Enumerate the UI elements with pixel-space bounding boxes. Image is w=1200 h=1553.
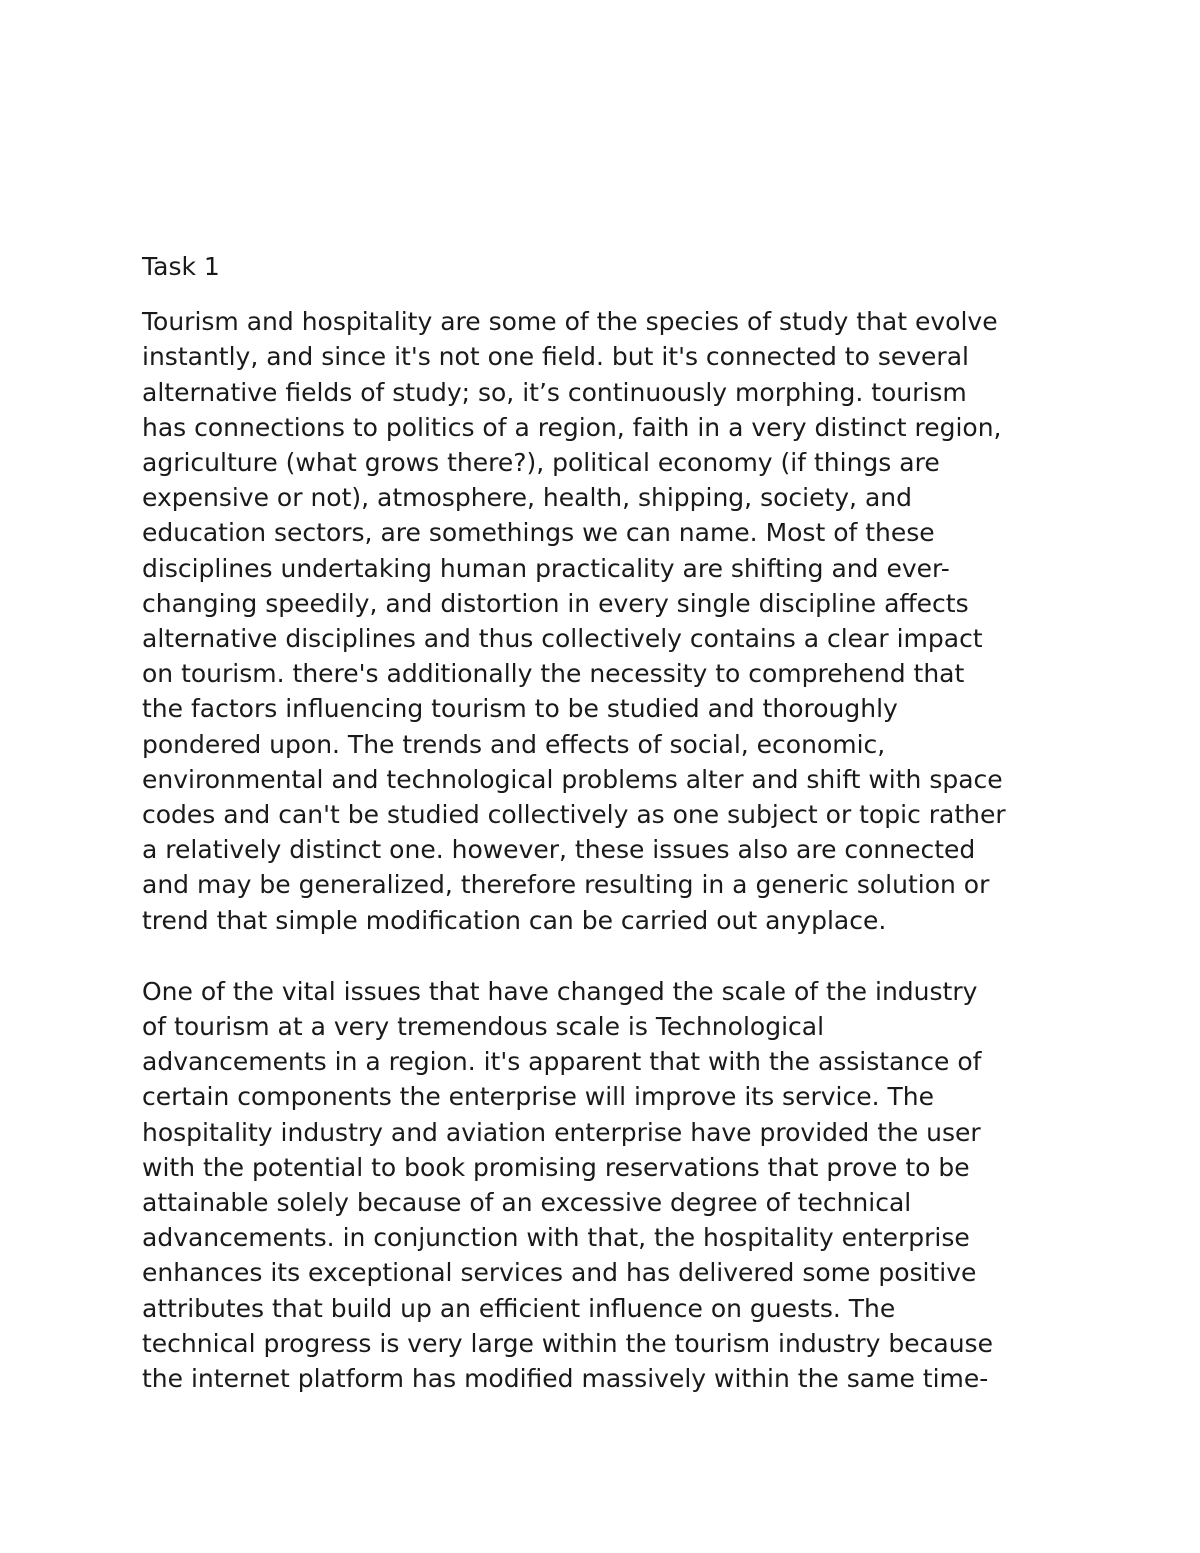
paragraph-line: attainable solely because of an excessive degree of technical: [142, 1188, 912, 1218]
paragraph-line: expensive or not), atmosphere, health, shipping, society, and: [142, 483, 912, 513]
document-body: [142, 249, 1072, 1396]
paragraph-line: education sectors, are somethings we can name. Most of these: [142, 518, 935, 548]
paragraph-line: enhances its exceptional services and has delivered some positive: [142, 1258, 977, 1288]
paragraph-line: environmental and technological problems alter and shift with space: [142, 764, 1003, 794]
paragraph-line: instantly, and since it's not one field. but it's connected to several: [142, 342, 969, 372]
paragraph-line: disciplines undertaking human practicality are shifting and ever-: [142, 553, 950, 583]
paragraph-line: alternative disciplines and thus collectively contains a clear impact: [142, 624, 983, 654]
paragraph-2: [142, 974, 1072, 1396]
paragraph-line: advancements in a region. it's apparent that with the assistance of: [142, 1047, 982, 1077]
paragraph-line: a relatively distinct one. however, these issues also are connected: [142, 835, 976, 865]
paragraph-line: the internet platform has modified massively within the same time-: [142, 1364, 989, 1394]
paragraph-1: [142, 304, 1072, 938]
paragraph-line: alternative fields of study; so, it’s continuously morphing. tourism: [142, 377, 967, 407]
task-heading: Task 1: [142, 252, 220, 281]
paragraph-line: with the potential to book promising reservations that prove to be: [142, 1152, 970, 1182]
paragraph-line: of tourism at a very tremendous scale is Technological: [142, 1012, 825, 1042]
paragraph-line: the factors influencing tourism to be studied and thoroughly: [142, 694, 898, 724]
paragraph-line: and may be generalized, therefore resulting in a generic solution or: [142, 870, 990, 900]
paragraph-line: attributes that build up an efficient influence on guests. The: [142, 1293, 896, 1323]
paragraph-line: hospitality industry and aviation enterprise have provided the user: [142, 1117, 981, 1147]
paragraph-line: trend that simple modification can be carried out anyplace.: [142, 905, 887, 935]
paragraph-line: certain components the enterprise will improve its service. The: [142, 1082, 934, 1112]
paragraph-line: advancements. in conjunction with that, the hospitality enterprise: [142, 1223, 970, 1253]
paragraph-line: technical progress is very large within the tourism industry because: [142, 1328, 993, 1358]
paragraph-line: One of the vital issues that have changed the scale of the industry: [142, 976, 978, 1006]
paragraph-line: agriculture (what grows there?), political economy (if things are: [142, 448, 940, 478]
paragraph-line: pondered upon. The trends and effects of social, economic,: [142, 729, 886, 759]
paragraph-line: changing speedily, and distortion in every single discipline affects: [142, 588, 969, 618]
paragraph-line: on tourism. there's additionally the necessity to comprehend that: [142, 659, 965, 689]
paragraph-line: codes and can't be studied collectively as one subject or topic rather: [142, 800, 1006, 830]
paragraph-line: Tourism and hospitality are some of the species of study that evolve: [142, 307, 998, 337]
paragraph-line: has connections to politics of a region, faith in a very distinct region,: [142, 412, 1002, 442]
